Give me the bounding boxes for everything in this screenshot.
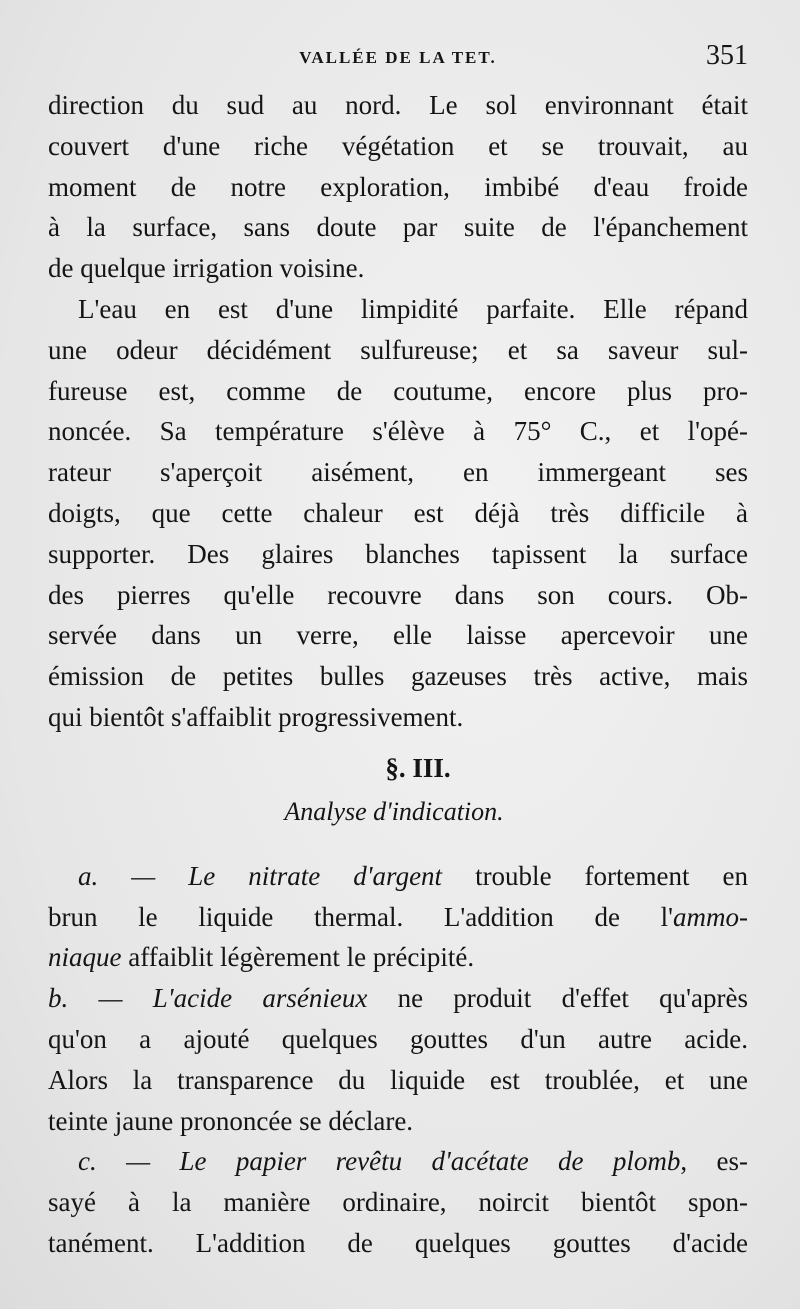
item-a-text: brun le liquide thermal. L'addition de l' xyxy=(48,901,673,932)
text-line: de quelque irrigation voisine. xyxy=(48,253,365,284)
item-a-text: trouble fortement en xyxy=(442,860,748,891)
text-line: servée dans un verre, elle laisse apercevoir une xyxy=(48,620,748,651)
text-line: des pierres qu'elle recouvre dans son cours. Ob- xyxy=(48,579,748,610)
text-line: qui bientôt s'affaiblit progressivement. xyxy=(48,701,464,732)
text-line: émission de petites bulles gazeuses très active, mais xyxy=(48,661,748,692)
item-a-line xyxy=(48,856,748,897)
text-line: couvert d'une riche végétation et se trouvait, au xyxy=(48,130,748,161)
item-c-term: papier revêtu d'acétate de plomb xyxy=(235,1146,681,1177)
item-c-text: , es- xyxy=(680,1146,748,1177)
text-line: à la surface, sans doute par suite de l'épanchement xyxy=(48,212,748,243)
item-a-term: nitrate d'argent xyxy=(248,860,443,891)
item-c-line: sayé à la manière ordinaire, noircit bientôt spon- xyxy=(48,1187,748,1218)
item-c-label: c. — Le xyxy=(78,1146,236,1177)
item-a-label: a. — Le xyxy=(78,860,249,891)
item-c-line xyxy=(48,1141,748,1182)
running-title: VALLÉE DE LA TET. xyxy=(299,48,497,67)
body-text xyxy=(48,85,748,1264)
item-b-label: b. — L' xyxy=(48,983,174,1014)
item-a-term: niaque xyxy=(48,942,122,973)
item-b-text: ne produit d'effet qu'après xyxy=(367,983,748,1014)
item-b-line: Alors la transparence du liquide est troublée, et une xyxy=(48,1064,748,1095)
section-number: §. III. xyxy=(385,752,451,783)
text-line: noncée. Sa température s'élève à 75° C., et l'opé- xyxy=(48,416,748,447)
item-b-line: qu'on a ajouté quelques gouttes d'un autre acide. xyxy=(48,1023,748,1054)
text-line: fureuse est, comme de coutume, encore plus pro- xyxy=(48,375,748,406)
item-b-line xyxy=(48,978,748,1019)
item-a-text: affaiblit légèrement le précipité. xyxy=(121,942,475,973)
text-line: rateur s'aperçoit aisément, en immergeant ses xyxy=(48,457,748,488)
text-line: moment de notre exploration, imbibé d'eau froide xyxy=(48,171,748,202)
text-line: direction du sud au nord. Le sol environnant était xyxy=(48,90,748,120)
item-a-line xyxy=(48,937,748,978)
text-line: L'eau en est d'une limpidité parfaite. Elle répand xyxy=(78,293,748,324)
item-b-line: teinte jaune prononcée se déclare. xyxy=(48,1105,414,1136)
text-line: supporter. Des glaires blanches tapissent la surface xyxy=(48,538,748,569)
item-a-line xyxy=(48,897,748,938)
text-line: une odeur décidément sulfureuse; et sa saveur sul- xyxy=(48,334,748,365)
item-b-term: acide arsénieux xyxy=(173,983,368,1014)
running-head xyxy=(48,40,748,80)
section-title: Analyse d'indication. xyxy=(284,796,504,826)
item-c-line: tanément. L'addition de quelques gouttes d'acide xyxy=(48,1227,748,1258)
text-line: doigts, que cette chaleur est déjà très difficile à xyxy=(48,497,748,528)
page-number: 351 xyxy=(706,40,748,71)
item-a-term: ammo- xyxy=(673,901,748,932)
